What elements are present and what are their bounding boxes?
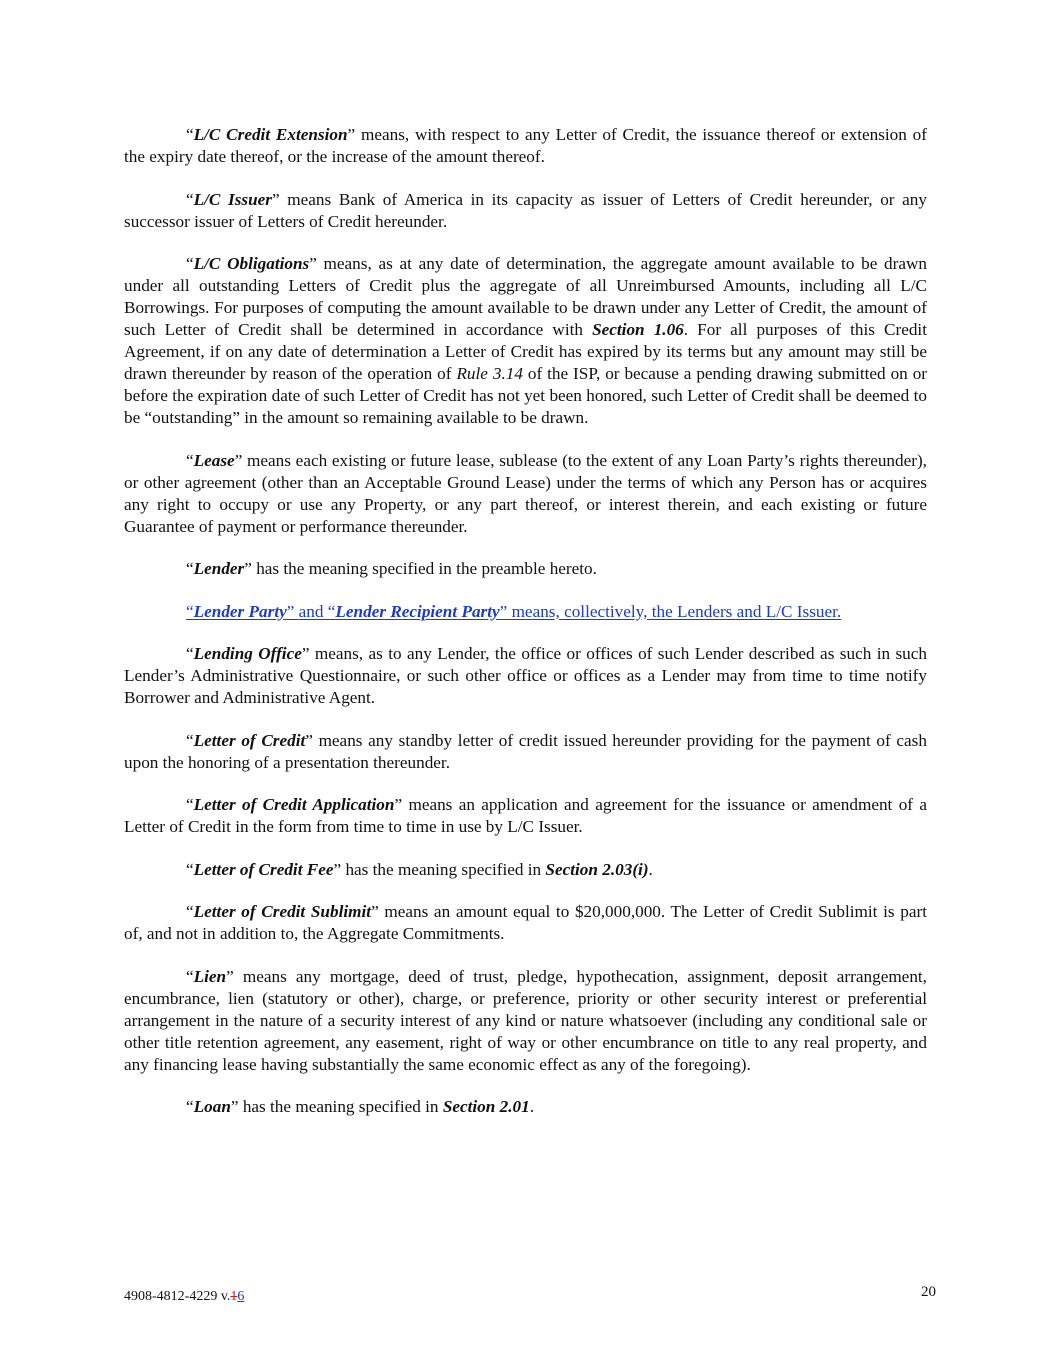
definition-paragraph: “L/C Issuer” means Bank of America in its capacity as issuer of Letters of Credit hereunder, or any successor issuer of Letters of Credit hereunder. [124,189,927,231]
definition-text: has the meaning specified in [345,859,546,879]
definition-text: means an amount equal to $20,000,000. The Letter of Credit Sublimit is part of, and not in addition to, the Aggregate Commitments. [124,902,927,943]
definition-text: has the meaning specified in [242,1097,443,1116]
section-reference: Section 1.06 [592,320,684,339]
definition-paragraph: “Lien” means any mortgage, deed of trust, pledge, hypothecation, assignment, deposit arrangement, encumbrance, lien (statutory or other), charge, or preference, priority or other security interest or preferential arrangement in the nature of a security interest of any kind or nature whatsoever (including any conditional sale or other title retention agreement, any easement, right of way or other encumbrance on title to any real property, and any financing lease having substantially the same economic effect as any of the foregoing). [124,966,927,1074]
definition-paragraph: “Letter of Credit Application” means an application and agreement for the issuance or amendment of a Letter of Credit in the form from time to time in use by L/C Issuer. [124,795,927,836]
defined-term: Letter of Credit Fee [193,859,334,879]
definition-text: means each existing or future lease, sublease (to the extent of any Loan Party’s rights thereunder), or other agreement (other than an Acceptable Ground Lease) under the terms of which any Person has or acquires any right to occupy or use any Property, or any part thereof, or interest therein, and each existing or future Guarantee of payment or performance thereunder. [124,450,927,536]
defined-term: L/C Credit Extension [193,125,348,144]
definition-paragraph: “Letter of Credit Fee” has the meaning specified in Section 2.03(i). [186,859,653,879]
definition-text: has the meaning specified in the preamble hereto. [256,559,597,578]
definition-paragraph: “Lender” has the meaning specified in the preamble hereto. [186,559,597,578]
definition-text: means, as at any date of determination, the aggregate amount available to be drawn under all outstanding Letters of Credit plus the aggregate of all Unreimbursed Amounts, including all L/C Borrowings. For purposes of computing the amount available to be drawn under any Letter of Credit, the amount of such Letter of Credit shall be determined in accordance with [124,254,927,339]
definition-paragraph: “L/C Obligations” means, as at any date of determination, the aggregate amount available to be drawn under all outstanding Letters of Credit plus the aggregate of all Unreimbursed Amounts, including all L/C Borrowings. For purposes of computing the amount available to be drawn under any Letter of Credit, the amount of such Letter of Credit shall be determined in accordance with Section 1.06. For all purposes of this Credit Agreement, if on any date of determination a Letter of Credit has expired by its terms but any amount may still be drawn thereunder by reason of the operation of Rule 3.14 of the ISP, or because a pending drawing submitted on or before the expiration date of such Letter of Credit has not yet been honored, such Letter of Credit shall be deemed to be “outstanding” in the amount so remaining available to be drawn. [124,254,928,427]
definition-text: means any standby letter of credit issued hereunder providing for the payment of cash upon the honoring of a presentation thereunder. [124,730,927,772]
definition-text: ” means, collectively, the Lenders and L/C Issuer. [499,601,842,621]
defined-term: Lender Party [193,601,287,621]
version-deleted: 1 [230,1289,238,1304]
defined-term: Lien [193,966,227,986]
definition-paragraph: “Letter of Credit” means any standby letter of credit issued hereunder providing for the payment of cash upon the honoring of a presentation thereunder. [124,730,927,772]
definition-text: and “ [298,601,336,621]
defined-term: L/C Obligations [193,254,310,273]
definition-text: means, as to any Lender, the office or offices of such Lender described as such in such Lender’s Administrative Questionnaire, or such other office or offices as a Lender may from time to time notify Borrower and Administrative Agent. [124,644,927,707]
defined-term: Letter of Credit [193,730,306,750]
defined-term: Lease [193,450,235,470]
definition-text: . [648,859,653,879]
definition-paragraph: “Letter of Credit Sublimit” means an amount equal to $20,000,000. The Letter of Credit Sublimit is part of, and not in addition to, the Aggregate Commitments. [124,902,927,943]
definition-text: means Bank of America in its capacity as issuer of Letters of Credit hereunder, or any successor issuer of Letters of Credit hereunder. [124,189,927,231]
doc-id-text: 4908-4812-4229 v. [124,1289,231,1304]
definition-paragraph: “Lender Party” and “Lender Recipient Party” means, collectively, the Lenders and L/C Issuer. [186,601,842,621]
section-reference: Section 2.01 [442,1097,530,1116]
definition-paragraph: “Lending Office” means, as to any Lender, the office or offices of such Lender described as such in such Lender’s Administrative Questionnaire, or such other office or offices as a Lender may from time to time notify Borrower and Administrative Agent. [124,644,927,707]
definition-text: means, with respect to any Letter of Credit, the issuance thereof or extension of the expiry date thereof, or the increase of the amount thereof. [124,125,927,166]
defined-term: Letter of Credit Application [193,795,395,814]
defined-term: Lender Recipient Party [335,601,500,621]
page-number: 20 [921,1284,936,1300]
definition-text: . For all purposes of this Credit Agreement, if on any date of determination a Letter of Credit has expired by its terms but any amount may still be drawn thereunder by reason of the operation of [124,320,927,383]
version-inserted: 6 [237,1289,245,1304]
definition-text: means any mortgage, deed of trust, pledge, hypothecation, assignment, deposit arrangement, encumbrance, lien (statutory or other), charge, or preference, priority or other security interest or preferential arrangement in the nature of a security interest of any kind or nature whatsoever (including any conditional sale or other title retention agreement, any easement, right of way or other encumbrance on title to any real property, and any financing lease having substantially the same economic effect as any of the foregoing). [124,966,927,1074]
definition-text: . [529,1097,535,1116]
definition-paragraph: “Lease” means each existing or future lease, sublease (to the extent of any Loan Party’s rights thereunder), or other agreement (other than an Acceptable Ground Lease) under the terms of which any Person has or acquires any right to occupy or use any Property, or any part thereof, or interest therein, and each existing or future Guarantee of payment or performance thereunder. [124,450,927,536]
definition-text: of the ISP, or because a pending drawing submitted on or before the expiration date of such Letter of Credit has not yet been honored, such Letter of Credit shall be deemed to be “outstanding” in the amount so remaining available to be drawn. [124,364,928,427]
definition-text: means an application and agreement for the issuance or amendment of a Letter of Credit in the form from time to time in use by L/C Issuer. [124,795,927,836]
definition-paragraph: “Loan” has the meaning specified in Section 2.01. [186,1097,535,1116]
defined-term: Loan [193,1097,231,1116]
definition-text: Rule 3.14 [456,364,523,383]
definitions-list [124,124,927,1139]
section-reference: Section 2.03(i) [545,859,649,879]
defined-term: L/C Issuer [193,189,272,209]
defined-term: Letter of Credit Sublimit [193,902,372,921]
defined-term: Lender [193,559,245,578]
defined-term: Lending Office [193,644,302,663]
footer-doc-id [124,1287,244,1307]
definition-paragraph: “L/C Credit Extension” means, with respect to any Letter of Credit, the issuance thereof or extension of the expiry date thereof, or the increase of the amount thereof. [124,125,927,166]
